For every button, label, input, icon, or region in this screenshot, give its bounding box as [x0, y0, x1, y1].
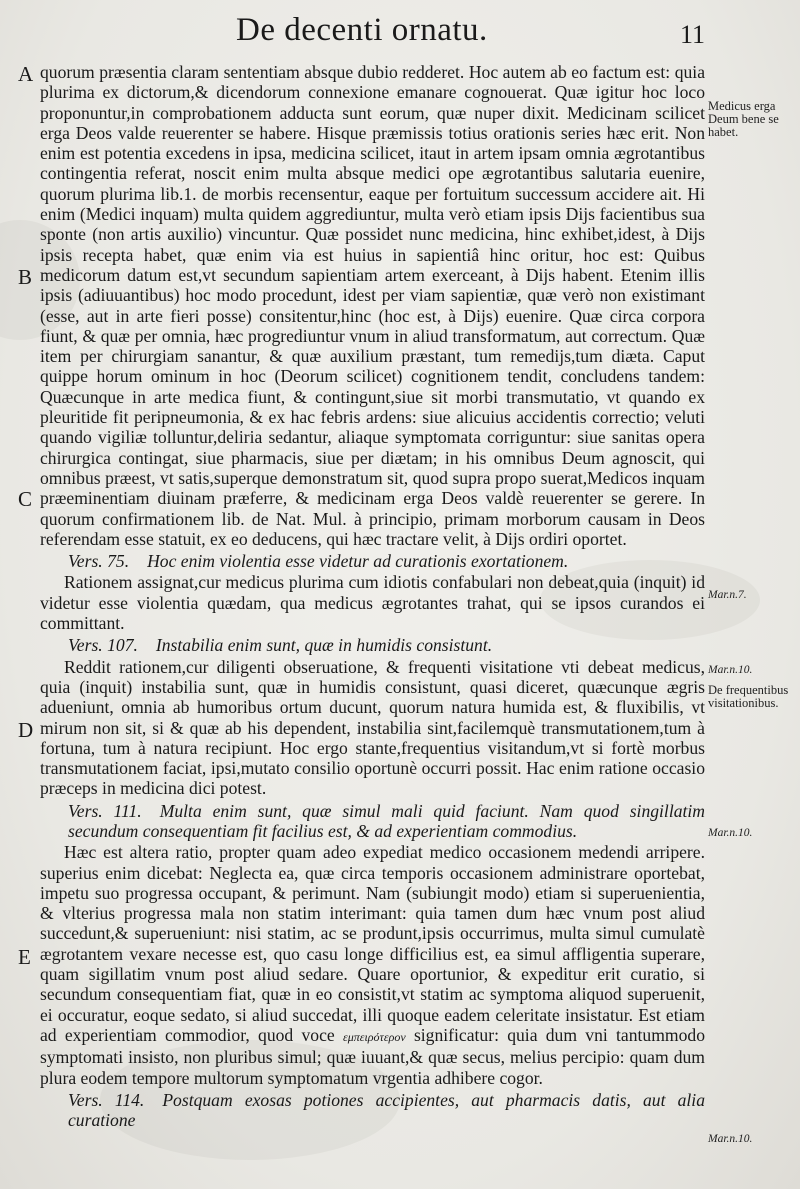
verse-heading: [40, 1090, 705, 1131]
page-title: De decenti ornatu.: [236, 12, 488, 48]
page-header: [0, 12, 800, 56]
paragraph: Rationem assignat,cur medicus plurima cum idiotis confabulari non debeat,quia (inquit) id videtur esse violentia quædam, qua medicus ægrotantes trahat, qui se ipsos curandos ei committant.: [40, 572, 705, 634]
section-letter-a: A: [18, 62, 34, 86]
paragraph-text: significatur: quia dum vni tantummodo symptomati insisto, non pluribus simul; quæ iuuant,& quæ secus, melius percipio: quam dum plura eodem tempore multorum symptomatum vrgentia adhibere cogor.: [40, 1024, 705, 1088]
section-letter-e: E: [18, 945, 31, 969]
sidenote-frequentia: De frequentibus visitationibus.: [708, 683, 789, 710]
verse-text: Instabilia enim sunt, quæ in humidis consistunt.: [155, 635, 493, 656]
section-letter-d: D: [18, 718, 34, 742]
sidenote-ref: Mar.n.10.: [708, 827, 753, 839]
verse-text: Hoc enim violentia esse videtur ad curationis exortationem.: [147, 551, 569, 572]
section-letter-b: B: [18, 265, 33, 289]
sidenote-ref: Mar.n.10.: [708, 664, 753, 676]
sidenote-ref: Mar.n.7.: [708, 589, 747, 601]
paragraph-text: Hæc est altera ratio, propter quam adeo expediat medico occasionem medendi arripere. superius enim dicebat: Neglecta ea, quæ circa temporis occasionem administrare oportebat, impetu suo progressa occupant, & perimunt. Nam (subiungit modo) etiam si superuenientia, & vlterius progressa mala non statim interimant: quia tamen dum hæc vnum post aliud succedunt,& superueniunt: nisi statim, ac se produnt,ipsis occurrimus, multa simul cumulatè ægrotantem vexare necesse est, quo casu longe difficilius est, ea simul affligentia superare, quam sigillatim vnum post aliud sedare. Quare oportunior, & expeditur erit curatio, si secundum consequentiam fiat, quæ in eo consistit,vt statim ac symptoma aliquod superuenit, ei occuratur, eoque sedato, si aliud succedat, illi quoque eadem celeritate insistatur. Est etiam ad experientiam commodior, quod voce: [40, 842, 705, 1045]
paragraph: Reddit rationem,cur diligenti obseruatione, & frequenti visitatione vti debeat medicus, quia (inquit) instabilia sunt, quæ in humidis consistunt, quasi diceret, quæcunque ægris adueniunt, omnia ab humoribus ortum ducunt, quorum natura humida est, & fluxibilis, vt mirum non sit, si & quæ ab his dependent, instabilia sint,facilemquè transmutationem,tum à fortuna, tum à natura recipiunt. Hoc ergo stante,frequentius visitandum,vt si fortè morbus transmutationem faciat, ipsi,mutato consilio oportunè occurri possit. Hac enim ratione occasio præceps in medicina dici potest.: [40, 656, 705, 799]
verse-heading: [40, 551, 705, 571]
verse-ref: Vers. 114.: [68, 1089, 145, 1110]
sidenote-ref: Mar.n.10.: [708, 1133, 753, 1145]
commentary-body: [40, 62, 705, 1131]
verse-ref: Vers. 107.: [68, 635, 138, 656]
sidenote-medicus: Medicus erga Deum bene se habet.: [708, 99, 779, 139]
verse-heading: [40, 801, 705, 842]
verse-ref: Vers. 75.: [68, 551, 130, 572]
paragraph: [40, 842, 705, 1088]
verse-heading: [40, 635, 705, 655]
paragraph: quorum præsentia claram sententiam absque dubio redderet. Hoc autem ab eo factum est: quia plurima ex dictorum,& dicendorum connexione emanare cognouerat. Quæ igitur hoc loco proponuntur,in comprobationem adducta sunt eorum, quæ nuper dixit. Medicinam scilicet erga Deos valde reuerenter se habere. Hisque præmissis totius orationis series hæc erit. Non enim est potentia excedens in ipsa, medicina scilicet, itaut in artem ipsam omnia ægrotantibus contingentia referat, noscit enim multa absque medici ope ægrotantibus salutaria euenire, quorum plurima lib.1. de morbis recensentur, eaque per fortuitum successum accidere ait. Hi enim (Medici inquam) multa quidem aggrediuntur, multa verò etiam ipsis Dijs facientibus sua sponte (non artis auxilio) vincuntur. Quæ possidet nunc medicina, hinc exhibet,idest, à Dijs ipsis recepta habet, quæ enim via est huius in sapientiâ hinc oritur, hoc est: Quibus medicorum datum est,vt secundum sapientiam artem exerceant, à Dijs habent. Etenim illis ipsis (adiuuantibus) hoc modo procedunt, idest per viam sapientiæ, quæ verò non existimant (esse, aut in arte fieri posse) consitentur,hinc (hoc est, à Dijs) euenire. Quæ circa corpora fiunt, & quæ per omnia, hæc progrediuntur vnum in aliud transformatum, aut correctum. Quæ item per chirurgiam sanantur, & quæ auxilium præstant, tum remedijs,tum diæta. Caput quippe horum ominum in hoc (Deorum scilicet) cognitionem tendit, concludens tandem: Quæcunque in arte medica fiunt, & contingunt,siue sit morbi transmutatio, vt quando ex pleuritide fit peripneumonia, & ex hac febris ardens: siue alicuius accidentis correctio; veluti quando vigiliæ tolluntur,deliria sedantur, aliaque symptomata corriguntur: siue sanitas opera chirurgica contingat, siue pharmacis, siue per diætam; in his omnibus Deum agnoscit, qui omnibus præest, vt satis,superque demonstratum sit, quod supra propo suerat,Medicos inquam præeminentiam diuinam præferre, & medicinam erga Deos valdè reuerenter se gerere. In quorum confirmationem lib. de Nat. Mul. à principio, primam morborum causam in Deos referendam esse statuit, ex eo deducens, qui hæc tractare velit, à Dijs ordiri oportet.: [40, 62, 705, 549]
verse-text: Postquam exosas potiones accipientes, aut pharmacis datis, aut alia curatione: [68, 1089, 705, 1131]
verse-ref: Vers. 111.: [68, 800, 142, 821]
greek-word: εμπειρότερον: [342, 1029, 406, 1044]
section-letter-c: C: [18, 487, 33, 511]
page-number: 11: [680, 20, 706, 49]
verse-text: Multa enim sunt, quæ simul mali quid faciunt. Nam quod singillatim secundum consequentiam fit facilius est, & ad experientiam commodius.: [68, 800, 705, 841]
